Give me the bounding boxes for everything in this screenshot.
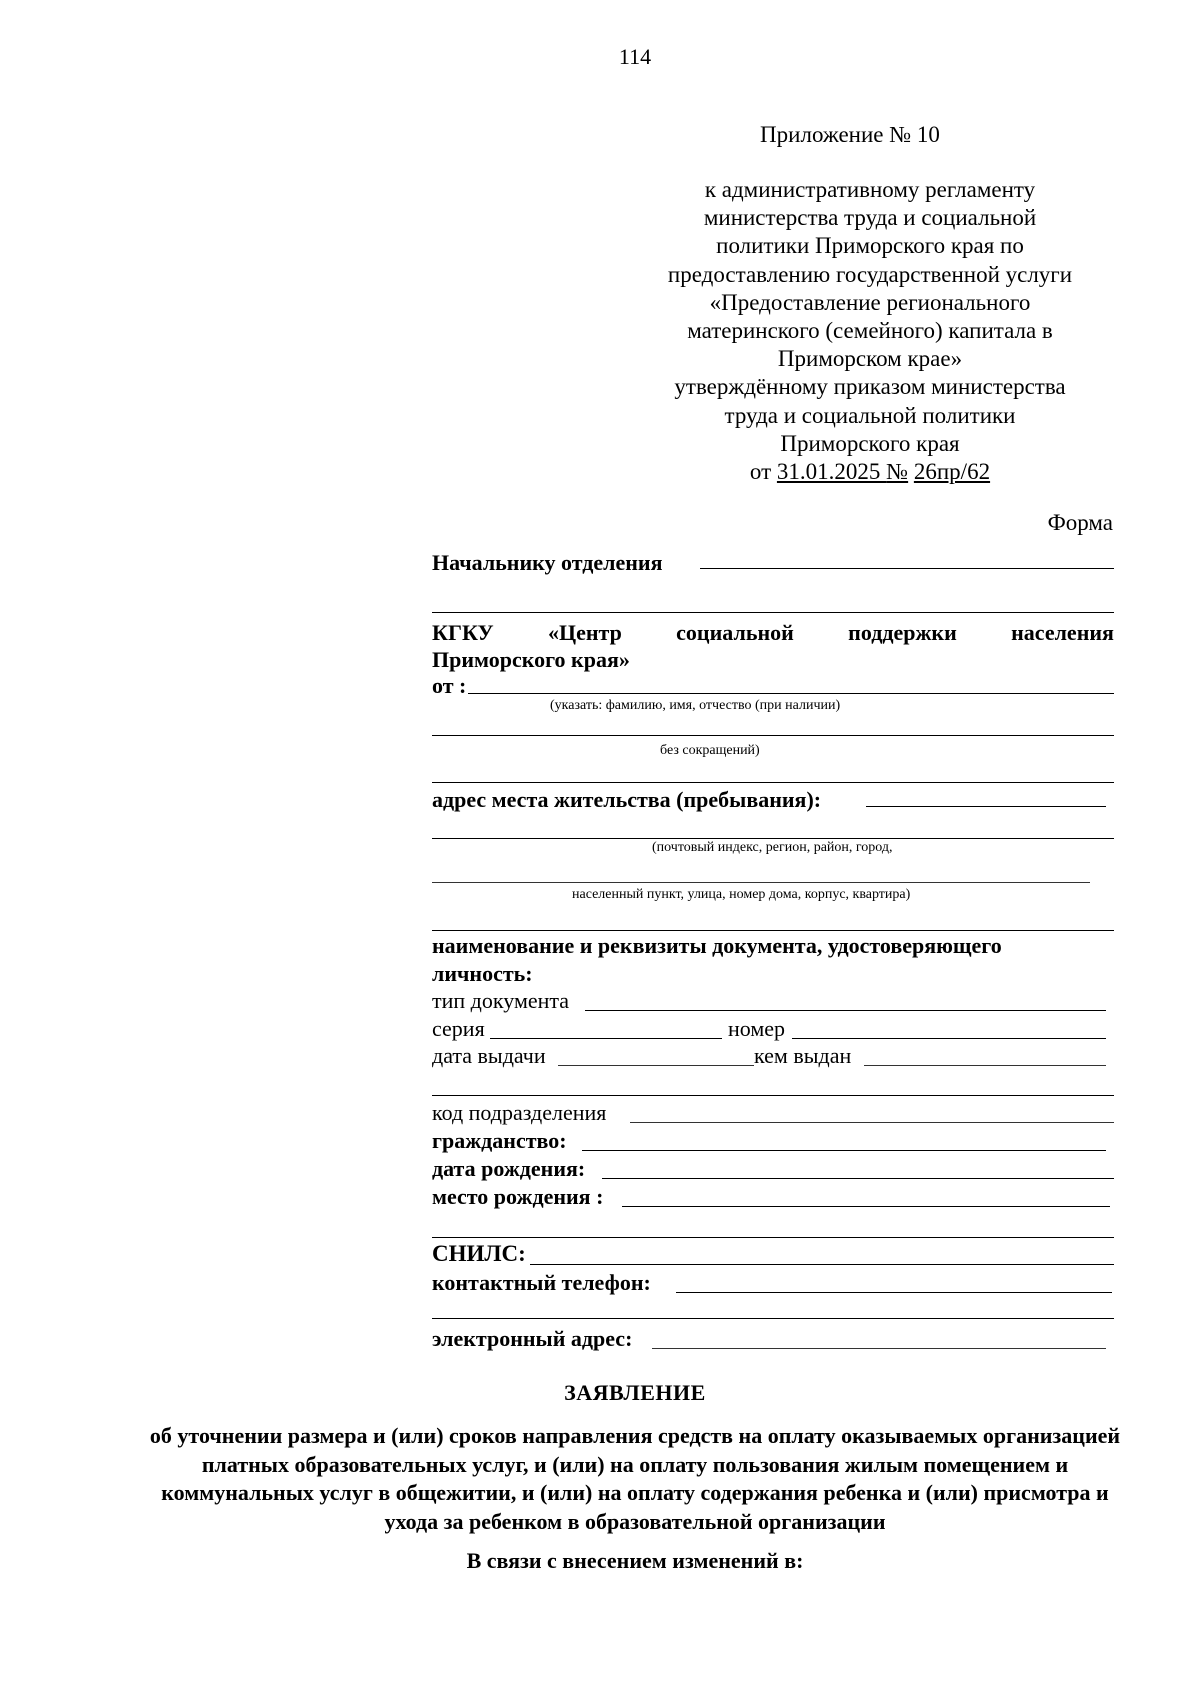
applicant-name-field-line3[interactable] bbox=[432, 782, 1114, 783]
appendix-line: политики Приморского края по bbox=[716, 233, 1024, 259]
appendix-title: Приложение № 10 bbox=[760, 122, 940, 147]
from-label: от : bbox=[432, 673, 467, 698]
applicant-name-field-line2[interactable] bbox=[432, 735, 1114, 736]
document-type-field[interactable] bbox=[585, 1010, 1106, 1011]
appendix-line: предоставлению государственной услуги bbox=[667, 261, 1073, 287]
org-word: населения bbox=[1011, 620, 1114, 645]
birth-place-field-line2[interactable] bbox=[432, 1237, 1114, 1238]
organization-name-line2: Приморского края» bbox=[432, 647, 630, 672]
email-label: электронный адрес: bbox=[432, 1326, 633, 1351]
head-of-department-label: Начальнику отделения bbox=[432, 550, 663, 575]
division-code-label: код подразделения bbox=[432, 1100, 607, 1125]
org-word: поддержки bbox=[848, 620, 957, 645]
snils-label: СНИЛС: bbox=[432, 1241, 526, 1266]
order-number-sign: № bbox=[886, 459, 909, 485]
appendix-line: утверждённому приказом министерства bbox=[674, 374, 1066, 400]
division-code-field[interactable] bbox=[630, 1122, 1114, 1123]
appendix-line: министерства труда и социальной bbox=[703, 205, 1037, 231]
statement-description: об уточнении размера и (или) сроков направления средств на оплату оказываемых организацией платных образовательных услуг, и (или) на оплату пользования жилым помещением и коммунальных услуг в общежитии, и (или) на оплату содержания ребенка и (или) присмотра и ухода за ребенком в образовательной организации bbox=[149, 1423, 1121, 1534]
address-field[interactable] bbox=[866, 806, 1106, 807]
applicant-name-field[interactable] bbox=[468, 693, 1114, 694]
citizenship-field[interactable] bbox=[582, 1150, 1106, 1151]
phone-field-line2[interactable] bbox=[432, 1318, 1114, 1319]
appendix-line: Приморского края bbox=[780, 430, 960, 456]
phone-label: контактный телефон: bbox=[432, 1270, 651, 1295]
email-field[interactable] bbox=[652, 1348, 1106, 1349]
address-label: адрес места жительства (пребывания): bbox=[432, 787, 822, 812]
order-date: 31.01.2025 bbox=[776, 459, 887, 485]
address-field-line2[interactable] bbox=[432, 838, 1114, 839]
org-word: КГКУ bbox=[432, 620, 494, 645]
statement-intro: В связи с внесением изменений в: bbox=[466, 1548, 804, 1573]
identity-document-label-line1: наименование и реквизиты документа, удостоверяющего bbox=[432, 933, 1002, 958]
address-field-line4[interactable] bbox=[432, 930, 1114, 931]
address-hint-2: населенный пункт, улица, номер дома, корпус, квартира) bbox=[572, 887, 911, 902]
phone-field[interactable] bbox=[676, 1292, 1112, 1293]
birth-place-label: место рождения : bbox=[432, 1184, 604, 1209]
head-name-field[interactable] bbox=[700, 568, 1114, 569]
issue-date-label: дата выдачи bbox=[432, 1043, 546, 1068]
number-field[interactable] bbox=[792, 1038, 1106, 1039]
document-type-label: тип документа bbox=[432, 988, 570, 1013]
name-hint: (указать: фамилию, имя, отчество (при наличии) bbox=[550, 698, 841, 713]
statement-title: ЗАЯВЛЕНИЕ bbox=[564, 1380, 706, 1405]
number-label: номер bbox=[728, 1016, 786, 1041]
snils-field[interactable] bbox=[530, 1264, 1114, 1265]
org-word: «Центр bbox=[547, 620, 622, 645]
appendix-line: «Предоставление регионального bbox=[709, 289, 1031, 315]
appendix-line: материнского (семейного) капитала в bbox=[687, 318, 1053, 344]
address-field-line3[interactable] bbox=[432, 882, 1090, 883]
appendix-line: Приморском крае» bbox=[777, 346, 963, 372]
series-field[interactable] bbox=[490, 1038, 722, 1039]
citizenship-label: гражданство: bbox=[432, 1128, 567, 1153]
org-word: социальной bbox=[676, 620, 794, 645]
identity-document-label-line2: личность: bbox=[432, 961, 533, 986]
issued-by-label: кем выдан bbox=[754, 1043, 852, 1068]
issued-by-field-line2[interactable] bbox=[432, 1095, 1114, 1096]
birth-date-label: дата рождения: bbox=[432, 1156, 586, 1181]
address-hint-1: (почтовый индекс, регион, район, город, bbox=[652, 840, 893, 855]
form-label: Форма bbox=[1047, 510, 1113, 535]
issue-date-field[interactable] bbox=[558, 1065, 754, 1066]
appendix-line: к административному регламенту bbox=[704, 177, 1036, 202]
no-abbreviation-hint: без сокращений) bbox=[660, 743, 760, 758]
order-prefix: от bbox=[749, 459, 772, 485]
appendix-regulation-reference bbox=[630, 176, 1110, 486]
order-reference bbox=[630, 458, 1110, 486]
appendix-line: труда и социальной политики bbox=[724, 402, 1016, 428]
series-label: серия bbox=[432, 1016, 485, 1041]
issued-by-field[interactable] bbox=[864, 1065, 1106, 1066]
page-number: 114 bbox=[618, 44, 652, 69]
head-name-field-line2[interactable] bbox=[432, 612, 1114, 613]
birth-place-field[interactable] bbox=[622, 1206, 1110, 1207]
birth-date-field[interactable] bbox=[602, 1178, 1114, 1179]
organization-name-line1 bbox=[432, 620, 1114, 646]
order-number: 26пр/62 bbox=[913, 459, 991, 485]
